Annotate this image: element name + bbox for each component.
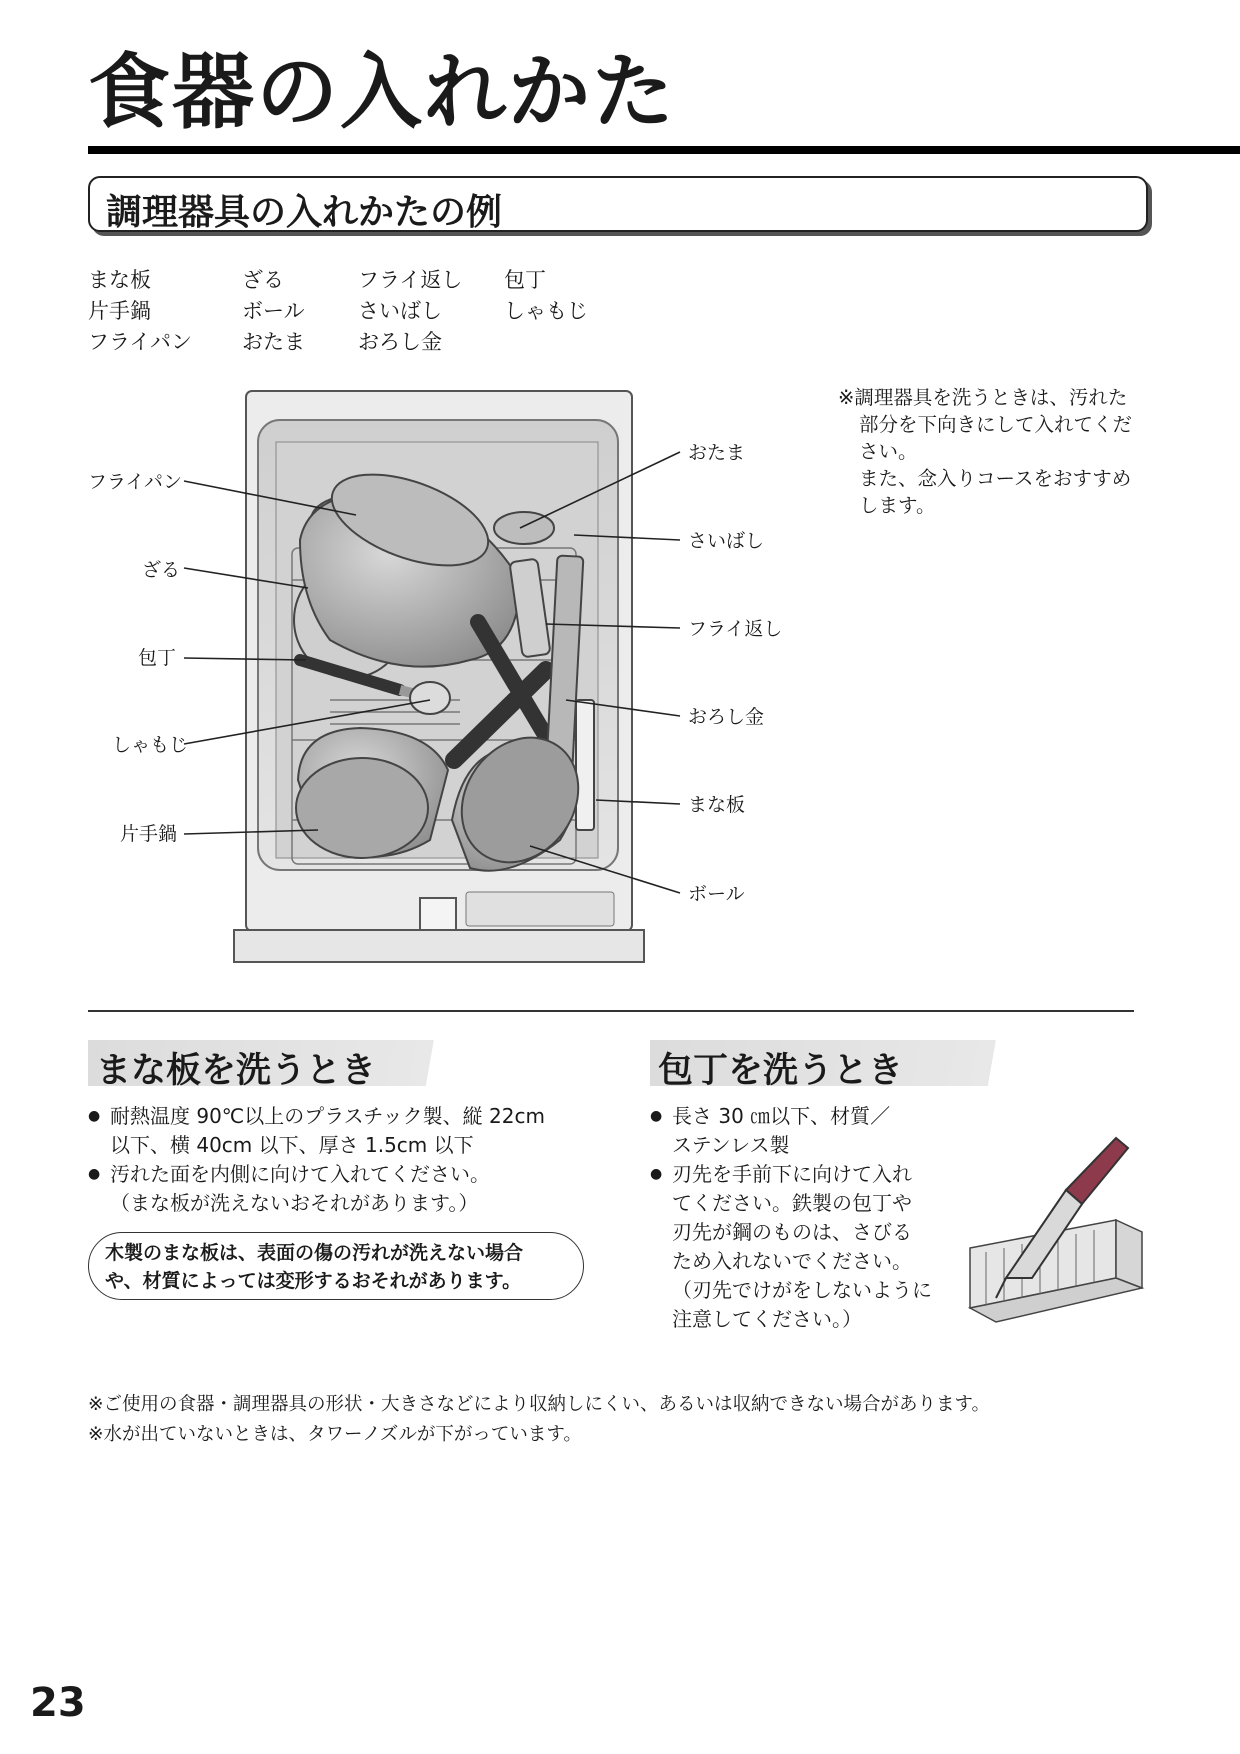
footnote: ※水が出ていないときは、タワーノズルが下がっています。 [88,1424,582,1445]
list-item-cont: （まな板が洗えないおそれがあります。） [110,1191,479,1215]
cutting-board-heading-bar [88,1040,574,1091]
warning-line: 木製のまな板は、表面の傷の汚れが洗えない場合 [105,1242,524,1264]
footnotes [88,1390,990,1450]
list-item-cont: ため入れないでください。 [672,1249,912,1273]
tool-item: フライ返し [358,268,463,292]
page-number: 23 [30,1680,86,1726]
label-shamoji: しゃもじ [112,734,189,756]
knife-heading: 包丁を洗うとき [658,1051,904,1091]
label-zaru: ざる [142,559,181,581]
cutting-board-warning [88,1232,584,1300]
list-item: ● 耐熱温度 90℃以上のプラスチック製、縦 22cm [88,1102,608,1131]
note-line: さい。 [859,440,918,463]
label-grater: おろし金 [688,706,765,728]
tool-item: ボール [242,299,305,323]
note-line: 部分を下向きにして入れてくだ [859,413,1133,436]
note-line: します。 [859,494,936,517]
tool-item: しゃもじ [504,299,588,323]
label-frying-pan: フライパン [88,471,183,493]
list-item-cont: 刃先が鋼のものは、さびる [672,1220,912,1244]
footnote: ※ご使用の食器・調理器具の形状・大きさなどにより収納しにくい、あるいは収納できない場合があります。 [88,1394,991,1415]
list-item-cont: てください。鉄製の包丁や [672,1191,912,1215]
tool-item: 片手鍋 [88,299,151,323]
page-title: 食器の入れかた [88,45,677,140]
tool-item: ざる [242,268,284,292]
tool-item: おたま [242,330,305,354]
tool-item: おろし金 [358,330,442,354]
list-item-cont: （刃先でけがをしないように [672,1278,932,1302]
label-cutting-board: まな板 [688,794,746,816]
note-line: ※調理器具を洗うときは、汚れた [838,386,1128,409]
section-divider [88,1010,1134,1012]
cutting-board-heading: まな板を洗うとき [96,1051,377,1091]
label-spatula: フライ返し [688,618,783,640]
section-title: 調理器具の入れかたの例 [106,192,503,233]
warning-line: や、材質によっては変形するおそれがあります。 [105,1270,522,1292]
list-item-cont: ステンレス製 [672,1133,790,1157]
list-item: ● 刃先を手前下に向けて入れ [650,1160,950,1189]
label-ladle: おたま [688,442,746,464]
list-item: ● 長さ 30 ㎝以下、材質／ [650,1102,950,1131]
tool-item: まな板 [88,268,151,292]
list-item: ● 汚れた面を内側に向けて入れてください。 [88,1160,608,1189]
note-line: また、念入りコースをおすすめ [859,467,1132,490]
tool-item: フライパン [88,330,192,354]
label-knife: 包丁 [138,647,177,669]
tool-item: 包丁 [504,268,546,292]
list-item-cont: 以下、横 40cm 以下、厚さ 1.5cm 以下 [110,1133,474,1157]
knife-heading-bar [650,1040,1136,1091]
knife-list [650,1102,950,1334]
cutting-board-list [88,1102,608,1218]
list-item-cont: 注意してください。） [672,1307,862,1331]
label-chopsticks: さいばし [688,530,765,552]
tool-item: さいばし [358,299,442,323]
knife-basket-illustration [966,1128,1160,1332]
label-bowl: ボール [688,883,745,905]
label-saucepan: 片手鍋 [120,823,178,845]
